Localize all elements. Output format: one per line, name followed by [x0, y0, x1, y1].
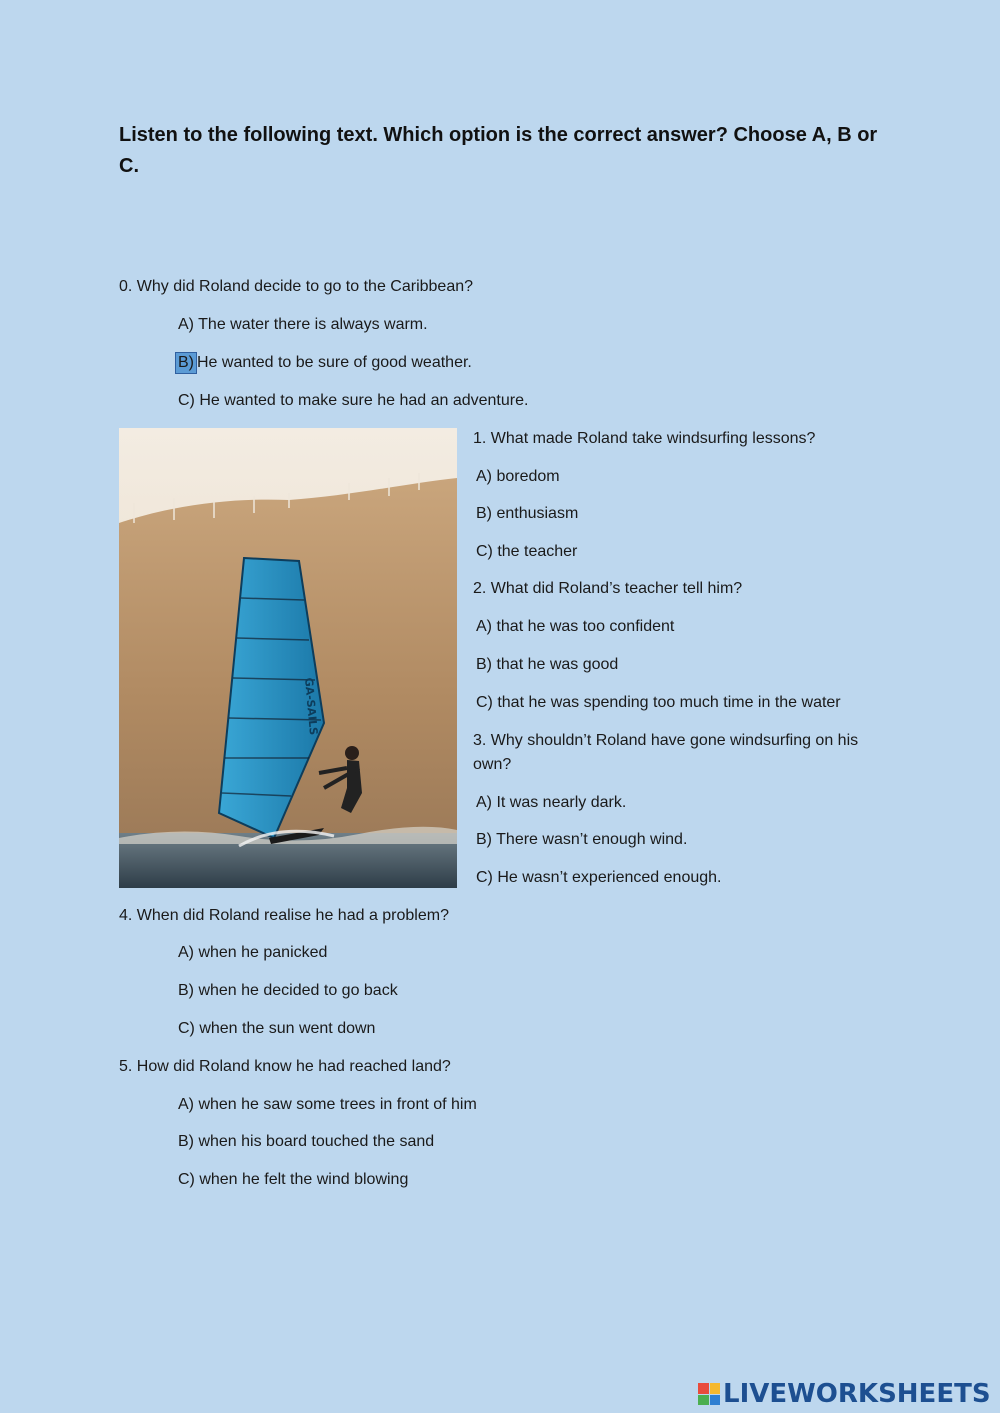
liveworksheets-logo	[698, 1378, 991, 1410]
question-3-option-b[interactable]: B) There wasn’t enough wind.	[476, 831, 688, 848]
question-1: 1. What made Roland take windsurfing lessons?	[473, 430, 816, 447]
question-2-option-c[interactable]: C) that he was spending too much time in the water	[476, 694, 841, 711]
question-0-option-b[interactable]	[178, 351, 472, 375]
sail-brand-text: GA-SAILS	[302, 677, 320, 736]
question-3: 3. Why shouldn’t Roland have gone windsurfing on his own?	[473, 732, 859, 773]
windsurfer-photo	[119, 428, 457, 888]
question-0-option-b-text: He wanted to be sure of good weather.	[197, 354, 472, 371]
logo-text: LIVEWORKSHEETS	[723, 1379, 991, 1409]
question-4-option-b[interactable]: B) when he decided to go back	[178, 982, 398, 999]
question-5-option-b[interactable]: B) when his board touched the sand	[178, 1133, 435, 1150]
question-4: 4. When did Roland realise he had a problem?	[119, 907, 449, 924]
question-1-option-c[interactable]: C) the teacher	[476, 543, 578, 560]
question-5: 5. How did Roland know he had reached land?	[119, 1058, 451, 1075]
question-4-option-a[interactable]: A) when he panicked	[178, 944, 328, 961]
instructions-heading: Listen to the following text. Which option is the correct answer? Choose A, B or C.	[119, 124, 878, 177]
question-2-option-b[interactable]: B) that he was good	[476, 656, 619, 673]
question-5-option-a[interactable]: A) when he saw some trees in front of him	[178, 1096, 477, 1113]
question-3-option-a[interactable]: A) It was nearly dark.	[476, 794, 627, 811]
question-3-option-c[interactable]: C) He wasn’t experienced enough.	[476, 869, 722, 886]
question-0: 0. Why did Roland decide to go to the Caribbean?	[119, 278, 474, 295]
question-2-option-a[interactable]: A) that he was too confident	[476, 618, 675, 635]
question-4-option-c[interactable]: C) when the sun went down	[178, 1020, 376, 1037]
question-5-option-c[interactable]: C) when he felt the wind blowing	[178, 1171, 409, 1188]
question-1-option-a[interactable]: A) boredom	[476, 468, 560, 485]
liveworksheets-logo-icon	[698, 1383, 720, 1405]
question-0-option-a[interactable]: A) The water there is always warm.	[178, 316, 428, 333]
question-2: 2. What did Roland’s teacher tell him?	[473, 580, 743, 597]
selected-answer-box[interactable]: B)	[175, 352, 197, 374]
question-1-option-b[interactable]: B) enthusiasm	[476, 505, 579, 522]
question-0-option-c[interactable]: C) He wanted to make sure he had an adventure.	[178, 392, 529, 409]
